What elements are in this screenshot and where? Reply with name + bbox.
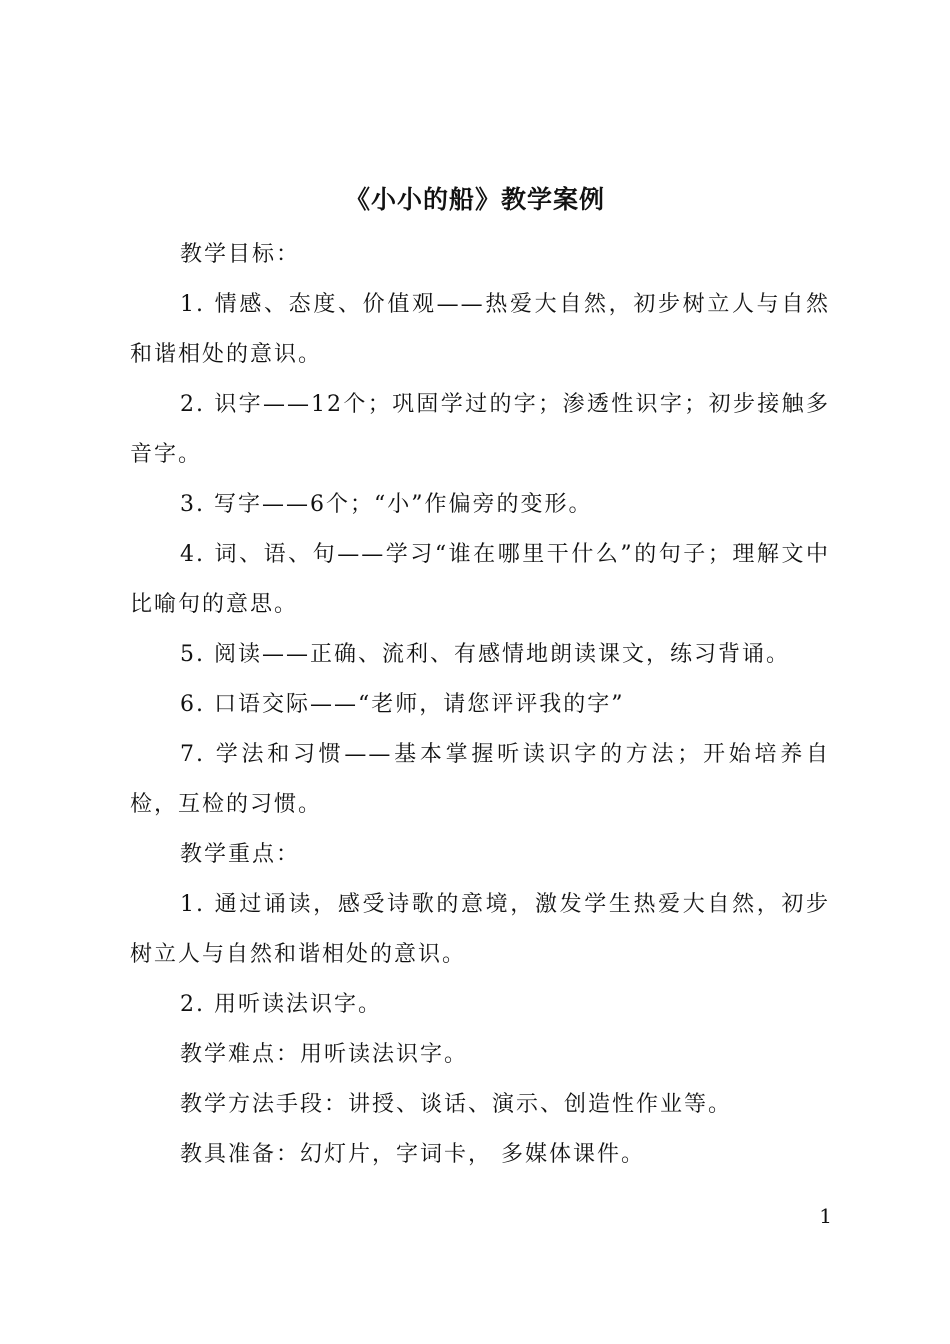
teaching-methods: 教学方法手段：讲授、谈话、演示、创造性作业等。: [180, 1092, 733, 1117]
key-point-item-2: 2. 用听读法识字。: [180, 992, 382, 1017]
objective-item-2: 2. 识字——12个；巩固学过的字；渗透性识字；初步接触多音字。: [130, 392, 830, 467]
section-heading-key-points: 教学重点：: [180, 842, 301, 867]
page-number: 1: [819, 1204, 832, 1228]
objective-item-3: 3. 写字——6个；“小”作偏旁的变形。: [180, 492, 593, 517]
difficult-points: 教学难点：用听读法识字。: [180, 1042, 469, 1067]
document-title: 《小小的船》教学案例: [344, 185, 605, 214]
objective-item-7: 7. 学法和习惯——基本掌握听读识字的方法；开始培养自检，互检的习惯。: [130, 742, 830, 817]
teaching-aids: 教具准备：幻灯片，字词卡， 多媒体课件。: [180, 1142, 645, 1167]
section-heading-objectives: 教学目标：: [180, 242, 301, 267]
objective-item-6: 6. 口语交际——“老师，请您评评我的字”: [180, 692, 625, 717]
objective-item-5: 5. 阅读——正确、流利、有感情地朗读课文，练习背诵。: [180, 642, 790, 667]
key-point-item-1: 1. 通过诵读，感受诗歌的意境，激发学生热爱大自然，初步树立人与自然和谐相处的意识。: [130, 892, 830, 967]
objective-item-4: 4. 词、语、句——学习“谁在哪里干什么”的句子；理解文中比喻句的意思。: [130, 542, 830, 617]
objective-item-1: 1. 情感、态度、价值观——热爱大自然，初步树立人与自然和谐相处的意识。: [130, 292, 830, 367]
document-body: [130, 230, 830, 1180]
